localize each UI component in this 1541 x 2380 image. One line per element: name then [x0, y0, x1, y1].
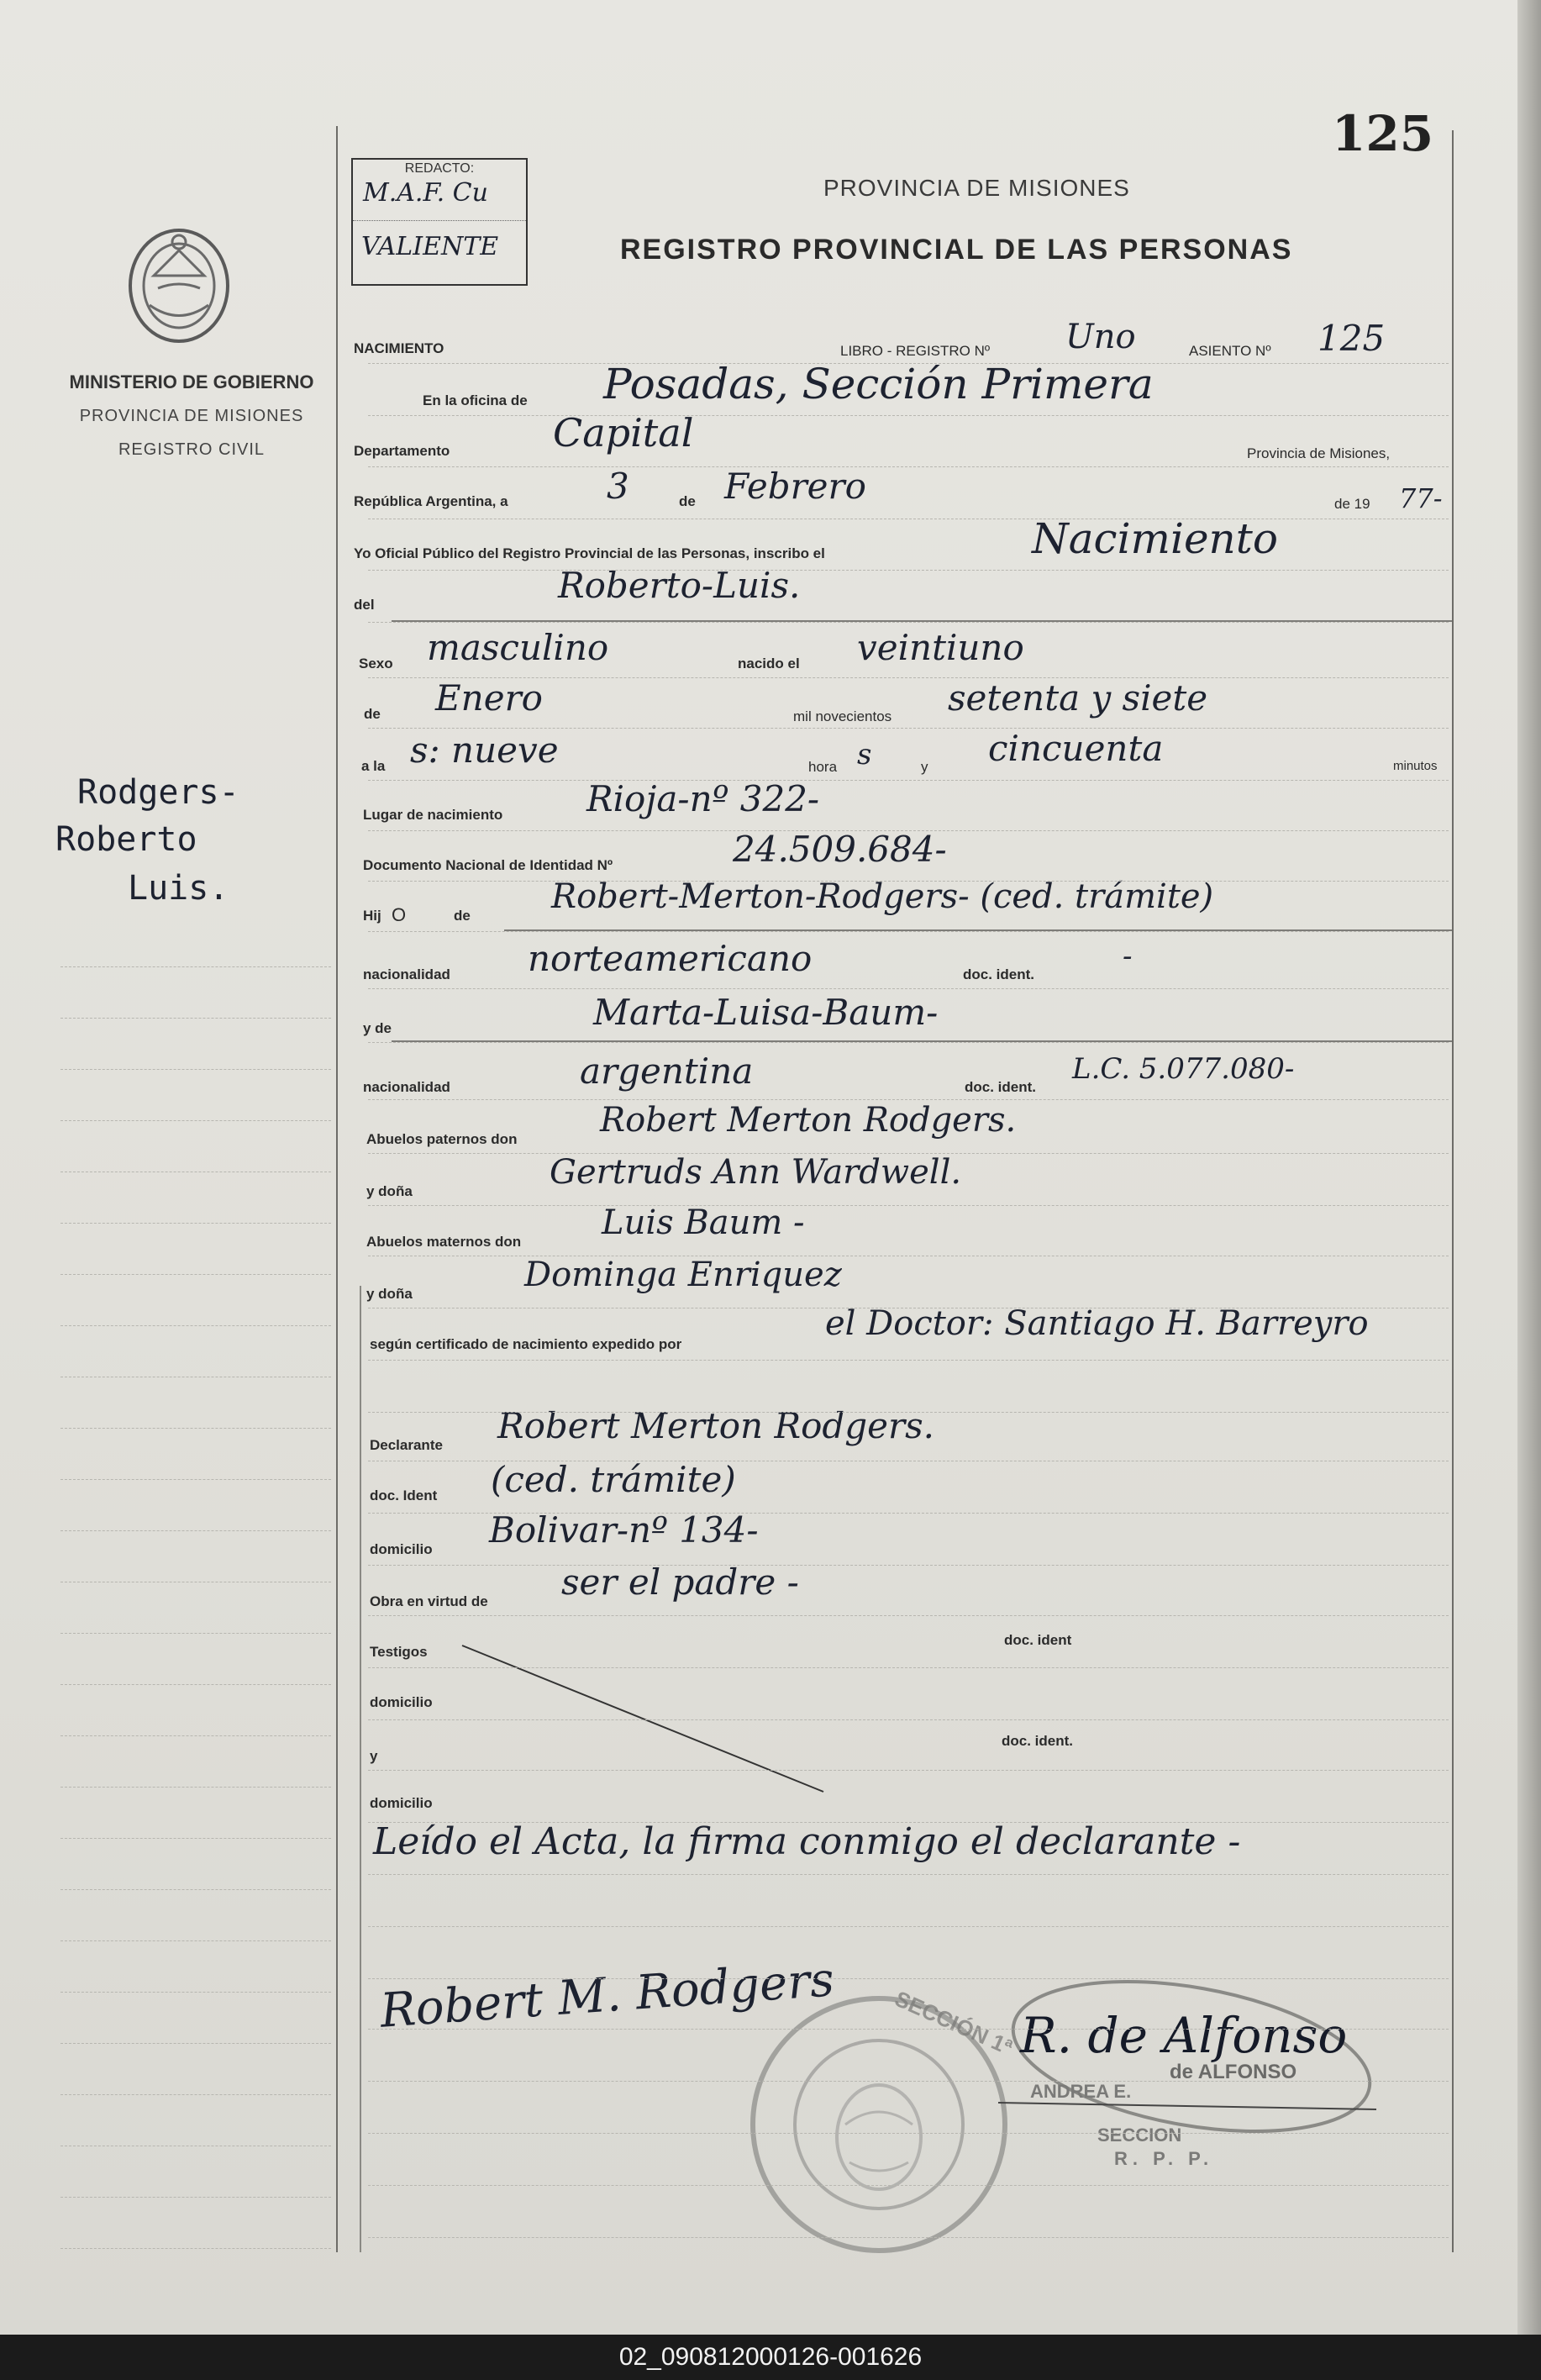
margin-ruled-line — [60, 1889, 331, 1890]
form-ruled-line — [368, 415, 1449, 416]
value-docident-madre: L.C. 5.077.080- — [1072, 1052, 1295, 1086]
file-caption: 02_090812000126-001626 — [618, 2343, 923, 2371]
form-right-border — [1452, 130, 1454, 2252]
margin-ruled-line — [60, 1325, 331, 1326]
label-docident2: doc. ident. — [965, 1079, 1036, 1095]
ministry-title: MINISTERIO DE GOBIERNO — [69, 371, 314, 392]
value-docident-padre: - — [1123, 940, 1133, 973]
official-stamp-line4: R. P. P. — [1114, 2148, 1214, 2169]
form-ruled-line — [368, 1874, 1449, 1875]
form-ruled-line — [368, 1770, 1449, 1771]
label-segun: según certificado de nacimiento expedido por — [370, 1336, 682, 1352]
label-oficial: Yo Oficial Público del Registro Provincial de las Personas, inscribo el — [354, 545, 825, 561]
form-ruled-line — [368, 1926, 1449, 1927]
ministry-registro: REGISTRO CIVIL — [118, 440, 266, 459]
value-inscribo: Nacimiento — [1032, 514, 1278, 563]
label-ydona1: y doña — [366, 1183, 413, 1199]
label-hora: hora — [808, 759, 838, 775]
form-ruled-line — [368, 2081, 1449, 2082]
label-sexo: Sexo — [359, 656, 393, 671]
margin-ruled-line — [60, 2248, 331, 2249]
value-asiento: 125 — [1317, 318, 1386, 359]
value-abuelo-pat: Robert Merton Rodgers. — [600, 1101, 1017, 1140]
value-obra: ser el padre - — [561, 1561, 799, 1603]
value-padre: Robert-Merton-Rodgers- (ced. trámite) — [551, 877, 1214, 916]
padre-underline — [504, 929, 1452, 931]
margin-ruled-line — [60, 1428, 331, 1429]
label-testigos: Testigos — [370, 1644, 428, 1660]
label-nacido: nacido el — [738, 656, 800, 671]
form-ruled-line — [368, 2185, 1449, 2186]
margin-ruled-line — [60, 1120, 331, 1121]
value-abuela-mat: Dominga Enriquez — [524, 1256, 842, 1294]
del-underline — [392, 620, 1452, 622]
label-mil: mil novecientos — [793, 708, 892, 724]
signature-declarante: Robert M. Rodgers — [378, 1952, 836, 2039]
redacto-line2: VALIENTE — [361, 232, 499, 261]
value-nacionalidad-madre: argentina — [580, 1050, 754, 1092]
value-libro: Uno — [1065, 318, 1136, 356]
form-ruled-line — [368, 881, 1449, 882]
form-ruled-line — [368, 466, 1449, 467]
label-domicilio1: domicilio — [370, 1541, 433, 1557]
value-year: 77- — [1399, 482, 1443, 514]
form-ruled-line — [368, 2237, 1449, 2238]
form-ruled-line — [368, 1360, 1449, 1361]
value-abuelo-mat: Luis Baum - — [602, 1203, 805, 1242]
value-minutos: cincuenta — [988, 728, 1164, 769]
label-hijo: Hij — [363, 908, 381, 924]
form-ruled-line — [368, 622, 1449, 623]
label-yde: y de — [363, 1020, 392, 1036]
value-mes: Febrero — [724, 466, 866, 507]
label-y: y — [921, 759, 928, 775]
label-del: del — [354, 597, 375, 613]
stamp-inner-text: SECCIÓN 1ª — [891, 1985, 1017, 2061]
value-domicilio-decl: Bolivar-nº 134- — [489, 1509, 759, 1551]
margin-note-line2: Roberto — [55, 820, 197, 859]
value-del: Roberto-Luis. — [558, 565, 801, 606]
redacto-divider — [353, 220, 526, 221]
form-ruled-line — [368, 1042, 1449, 1043]
form-ruled-line — [368, 1978, 1449, 1979]
margin-ruled-line — [60, 1274, 331, 1275]
margin-ruled-line — [60, 1992, 331, 1993]
form-ruled-line — [368, 1513, 1449, 1514]
margin-ruled-line — [60, 1018, 331, 1019]
label-y2: y — [370, 1748, 378, 1764]
redacto-box — [351, 158, 528, 286]
value-lugar: Rioja-nº 322- — [586, 778, 820, 819]
registry-header: REGISTRO PROVINCIAL DE LAS PERSONAS — [620, 234, 1293, 266]
margin-note-line1: Rodgers- — [77, 773, 239, 812]
form-ruled-line — [368, 1719, 1449, 1720]
value-hora: s: nueve — [410, 729, 559, 771]
label-docident1: doc. ident. — [963, 966, 1034, 982]
margin-ruled-line — [60, 1838, 331, 1839]
value-dni: 24.509.684- — [733, 829, 947, 870]
form-left-border — [336, 126, 338, 2252]
label-nacimiento: NACIMIENTO — [354, 340, 444, 356]
form-ruled-line — [368, 1412, 1449, 1413]
signature-official: R. de Alfonso — [1020, 2007, 1348, 2064]
redacto-line1: M.A.F. Cu — [363, 178, 488, 208]
value-mes-nac: Enero — [435, 677, 543, 719]
margin-ruled-line — [60, 2043, 331, 2044]
form-ruled-line — [368, 2029, 1449, 2030]
margin-note-line3: Luis. — [128, 869, 229, 908]
margin-ruled-line — [60, 1735, 331, 1736]
label-libro: LIBRO - REGISTRO Nº — [840, 343, 991, 359]
label-departamento: Departamento — [354, 443, 450, 459]
value-dia: 3 — [607, 466, 629, 507]
form-ruled-line — [368, 988, 1449, 989]
label-minutos: minutos — [1393, 759, 1438, 773]
page-number: 125 — [1332, 105, 1434, 162]
label-alas: a la — [361, 758, 386, 774]
form-ruled-line — [368, 1099, 1449, 1100]
value-nacido: veintiuno — [857, 627, 1024, 668]
province-header: PROVINCIA DE MISIONES — [823, 175, 1130, 201]
form-ruled-line — [368, 1667, 1449, 1668]
form-ruled-line — [368, 1822, 1449, 1823]
value-certificado: el Doctor: Santiago H. Barreyro — [825, 1304, 1369, 1343]
value-nacionalidad-padre: norteamericano — [528, 938, 813, 979]
label-obra: Obra en virtud de — [370, 1593, 488, 1609]
form-ruled-line — [368, 1205, 1449, 1206]
label-docident3: doc. Ident — [370, 1488, 438, 1503]
label-docident5: doc. ident. — [1002, 1733, 1073, 1749]
form-ruled-line — [368, 570, 1449, 571]
ministry-province: PROVINCIA DE MISIONES — [79, 407, 304, 425]
form-ruled-line — [368, 2133, 1449, 2134]
form-ruled-line — [368, 1615, 1449, 1616]
form-inner-border — [360, 1286, 361, 2252]
label-de2: de — [364, 706, 381, 722]
margin-ruled-line — [60, 2094, 331, 2095]
margin-ruled-line — [60, 1940, 331, 1941]
label-ydona2: y doña — [366, 1286, 413, 1302]
label-docident4: doc. ident — [1004, 1632, 1072, 1648]
form-ruled-line — [368, 363, 1449, 364]
form-ruled-line — [368, 728, 1449, 729]
margin-ruled-line — [60, 1479, 331, 1480]
label-de3: de — [454, 908, 471, 924]
value-departamento: Capital — [553, 410, 694, 455]
coat-of-arms-icon — [124, 225, 234, 355]
margin-ruled-line — [60, 1787, 331, 1788]
label-year: de 19 — [1334, 496, 1370, 512]
value-docident-decl: (ced. trámite) — [491, 1459, 736, 1500]
label-oficina: En la oficina de — [423, 392, 528, 408]
value-anio-nac: setenta y siete — [948, 677, 1208, 719]
margin-ruled-line — [60, 1684, 331, 1685]
value-hijo-o: O — [392, 904, 407, 925]
official-stamp-line2: ANDREA E. — [1030, 2081, 1132, 2102]
label-declarante: Declarante — [370, 1437, 443, 1453]
label-domicilio2: domicilio — [370, 1694, 433, 1710]
form-ruled-line — [368, 1153, 1449, 1154]
form-ruled-line — [368, 830, 1449, 831]
madre-underline — [392, 1040, 1452, 1042]
margin-ruled-line — [60, 2197, 331, 2198]
value-abuela-pat: Gertruds Ann Wardwell. — [550, 1153, 962, 1192]
label-republica: República Argentina, a — [354, 493, 508, 509]
official-stamp-line1: de ALFONSO — [1170, 2061, 1297, 2083]
official-stamp-line3: SECCION — [1097, 2125, 1182, 2146]
label-nacionalidad1: nacionalidad — [363, 966, 450, 982]
margin-ruled-line — [60, 1530, 331, 1531]
margin-ruled-line — [60, 966, 331, 967]
page-edge — [1517, 0, 1541, 2335]
value-hora-s: s — [857, 738, 872, 771]
label-abuelos-pat: Abuelos paternos don — [366, 1131, 518, 1147]
value-declarante: Robert Merton Rodgers. — [497, 1405, 934, 1446]
value-sexo: masculino — [427, 627, 609, 668]
redacto-label: REDACTO: — [404, 161, 475, 176]
label-nacionalidad2: nacionalidad — [363, 1079, 450, 1095]
margin-ruled-line — [60, 1633, 331, 1634]
label-abuelos-mat: Abuelos maternos don — [366, 1234, 522, 1250]
form-ruled-line — [368, 931, 1449, 932]
form-ruled-line — [368, 1565, 1449, 1566]
value-oficina: Posadas, Sección Primera — [603, 360, 1154, 408]
label-dni: Documento Nacional de Identidad Nº — [363, 857, 613, 873]
margin-ruled-line — [60, 1069, 331, 1070]
strike-through-line — [454, 1639, 840, 1798]
closing-text: Leído el Acta, la firma conmigo el declarante - — [373, 1820, 1241, 1863]
label-provincia: Provincia de Misiones, — [1247, 445, 1391, 461]
margin-ruled-line — [60, 1223, 331, 1224]
label-domicilio3: domicilio — [370, 1795, 433, 1811]
form-ruled-line — [368, 780, 1449, 781]
label-asiento: ASIENTO Nº — [1189, 343, 1271, 359]
value-madre: Marta-Luisa-Baum- — [593, 992, 939, 1033]
form-ruled-line — [368, 677, 1449, 678]
label-de: de — [679, 493, 696, 509]
label-lugar: Lugar de nacimiento — [363, 807, 503, 823]
